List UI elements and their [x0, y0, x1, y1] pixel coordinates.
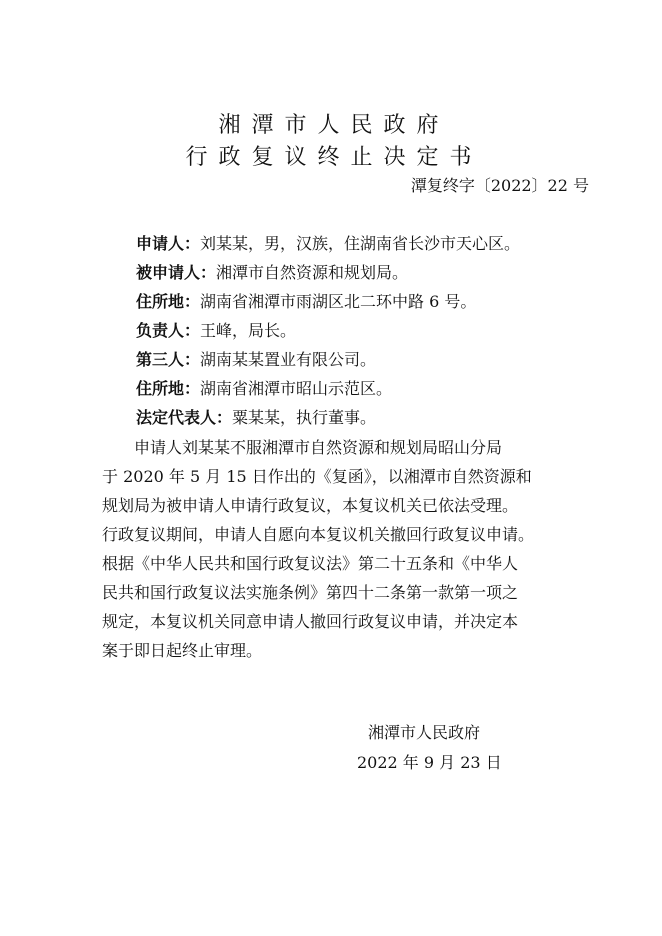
party-value: 湖南省湘潭市雨湖区北二环中路 6 号。: [200, 292, 477, 311]
paragraph-line: 案于即日起终止审理。: [102, 641, 263, 660]
party-label: 负责人：: [136, 321, 201, 340]
party-third-party: [136, 347, 376, 370]
party-label: 第三人：: [136, 350, 201, 369]
party-label: 住所地：: [136, 292, 201, 311]
party-respondent-address: [136, 289, 476, 312]
paragraph-line: 行政复议期间，申请人自愿向本复议机关撤回行政复议申请。: [102, 525, 535, 544]
party-value: 王峰，局长。: [200, 321, 297, 340]
party-respondent: [136, 260, 408, 283]
signature-date: 2022 年 9 月 23 日: [357, 753, 502, 772]
party-value: 粟某某，执行董事。: [232, 408, 377, 427]
paragraph-line: 规划局为被申请人申请行政复议，本复议机关已依法受理。: [102, 496, 519, 515]
party-label: 申请人：: [136, 234, 201, 253]
party-label: 住所地：: [136, 379, 201, 398]
party-value: 湖南省湘潭市昭山示范区。: [200, 379, 393, 398]
document-title-line1: 湘潭市人民政府: [218, 113, 450, 138]
decision-paragraph: [102, 433, 562, 665]
document-number: 潭复终字〔2022〕22 号: [410, 176, 589, 195]
party-value: 湘潭市自然资源和规划局。: [216, 263, 409, 282]
party-value: 湖南某某置业有限公司。: [200, 350, 377, 369]
paragraph-line: 民共和国行政复议法实施条例》第四十二条第一款第一项之: [102, 583, 519, 602]
party-label: 被申请人：: [136, 263, 217, 282]
paragraph-line: 根据《中华人民共和国行政复议法》第二十五条和《中华人: [102, 554, 519, 573]
party-respondent-head: [136, 318, 296, 341]
paragraph-line: 规定，本复议机关同意申请人撤回行政复议申请，并决定本: [102, 612, 519, 631]
party-applicant: [136, 231, 520, 254]
party-value: 刘某某，男，汉族，住湖南省长沙市天心区。: [200, 234, 521, 253]
document-title-line2: 行政复议终止决定书: [185, 145, 483, 170]
party-legal-representative: [136, 405, 376, 428]
party-label: 法定代表人：: [136, 408, 233, 427]
signature-authority: 湘潭市人民政府: [368, 723, 481, 742]
party-third-party-address: [136, 376, 392, 399]
paragraph-line: 申请人刘某某不服湘潭市自然资源和规划局昭山分局: [102, 438, 503, 457]
paragraph-line: 于 2020 年 5 月 15 日作出的《复函》，以湘潭市自然资源和: [102, 467, 532, 486]
